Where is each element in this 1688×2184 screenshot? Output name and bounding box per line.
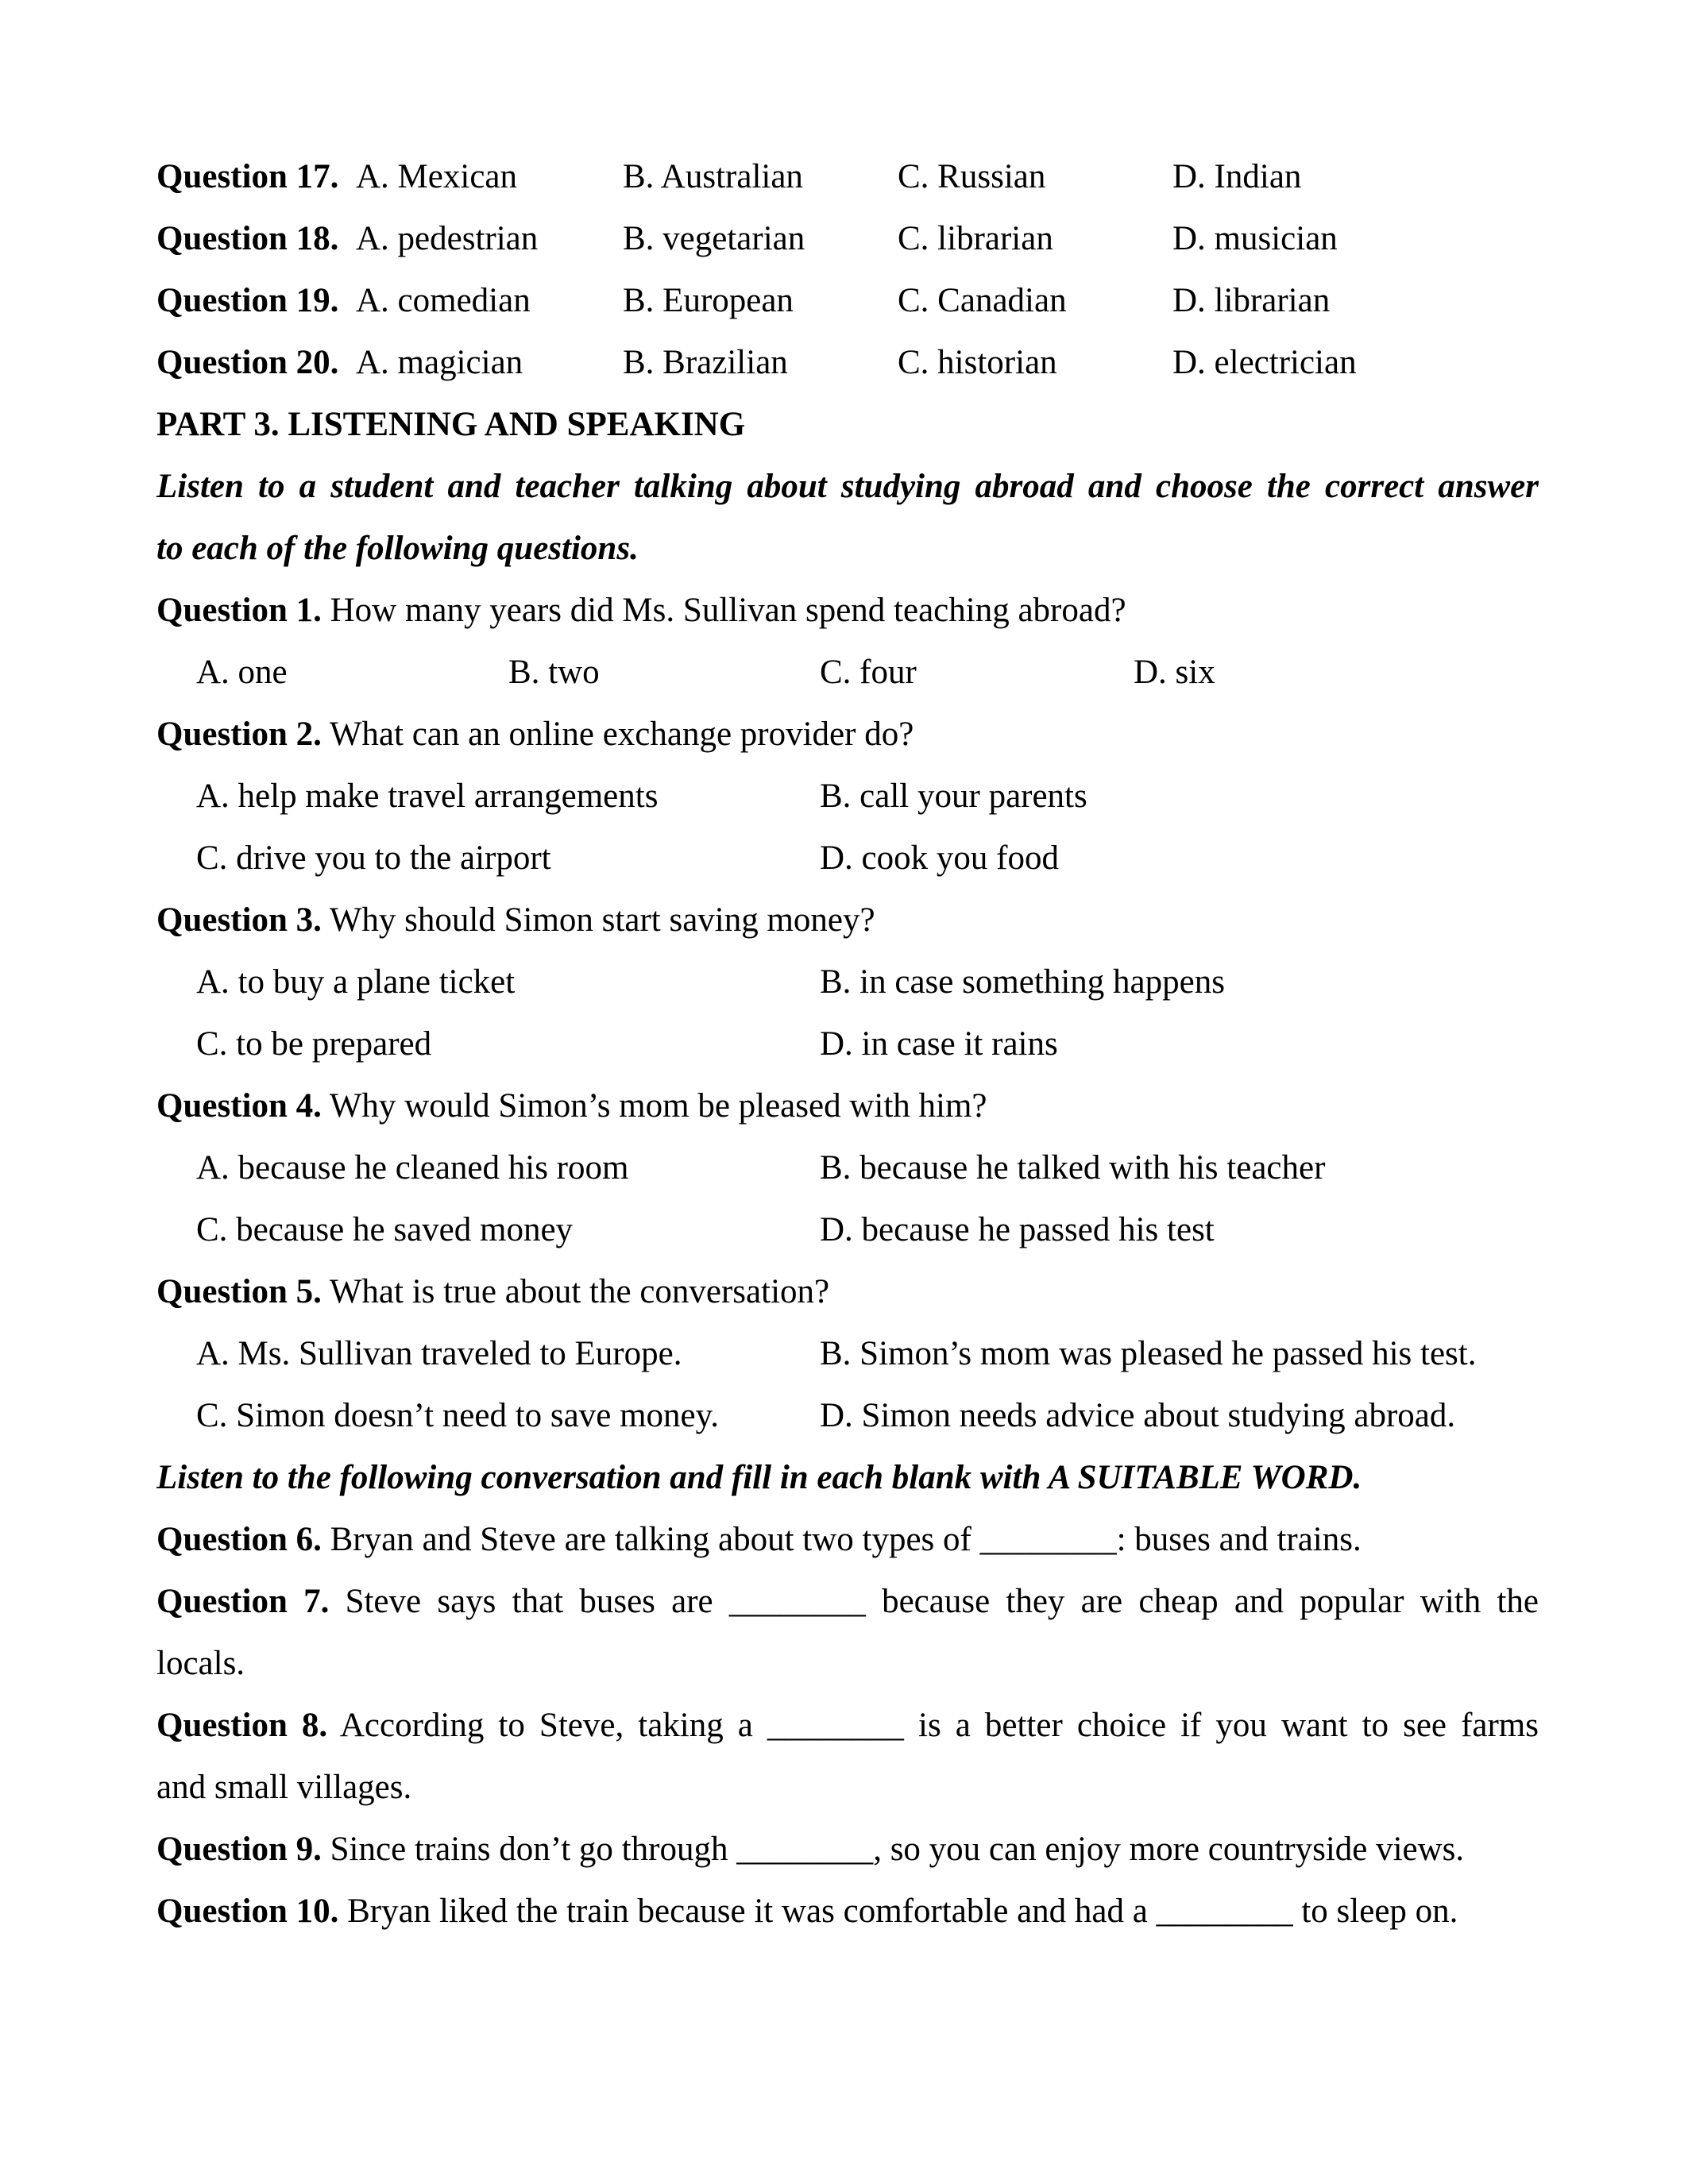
question-label: Question 20. [156,344,339,381]
question-3 [156,889,1539,951]
question-8 [156,1695,1539,1757]
question-20-row [156,332,1539,394]
question-10 [156,1881,1539,1943]
option-c: C. because he saved money [196,1211,574,1248]
option-b: B. Simon’s mom was pleased he passed his test. [820,1335,1477,1372]
option-b: B. two [508,654,600,691]
option-b: B. Brazilian [623,344,788,381]
option-b: B. call your parents [820,778,1087,815]
question-label: Question 1. [156,592,322,629]
question-label: Question 2. [156,716,322,753]
question-19-row [156,270,1539,332]
question-4 [156,1075,1539,1137]
question-4-options-cd [156,1199,1539,1261]
option-d: D. Indian [1172,158,1302,195]
option-a: A. because he cleaned his room [196,1149,629,1187]
question-label: Question 7. [156,1583,330,1620]
option-c: C. to be prepared [196,1025,432,1063]
option-a: A. one [196,654,288,691]
question-8-cont: and small villages. [156,1769,412,1806]
question-text: What is true about the conversation? [321,1273,830,1310]
question-3-options-cd [156,1013,1539,1075]
question-label: Question 3. [156,901,322,939]
option-d: D. because he passed his test [820,1211,1215,1248]
option-b: B. in case something happens [820,963,1225,1001]
option-a: A. pedestrian [356,220,539,257]
question-7-cont: locals. [156,1645,245,1682]
option-d: D. librarian [1172,282,1331,319]
question-text: Bryan liked the train because it was comfortable and had a ________ to sleep on. [338,1893,1458,1930]
question-label: Question 5. [156,1273,322,1310]
option-b: B. European [623,282,794,319]
option-c: C. Simon doesn’t need to save money. [196,1397,720,1434]
question-text: How many years did Ms. Sullivan spend teaching abroad? [321,592,1126,629]
option-c: C. four [820,654,917,691]
question-label: Question 8. [156,1707,328,1744]
option-c: C. historian [898,344,1057,381]
listening-instruction-1-cont: to each of the following questions. [156,530,639,567]
question-2-options-cd [156,828,1539,889]
part-3-heading: PART 3. LISTENING AND SPEAKING [156,406,746,443]
question-2-options-ab [156,766,1539,828]
option-c: C. Russian [898,158,1046,195]
option-d: D. in case it rains [820,1025,1058,1063]
option-b: B. Australian [623,158,803,195]
option-b: B. vegetarian [623,220,805,257]
question-1 [156,580,1539,642]
option-a: A. to buy a plane ticket [196,963,516,1001]
option-a: A. Mexican [356,158,517,195]
question-7 [156,1571,1539,1633]
question-text: Why should Simon start saving money? [321,901,875,939]
option-d: D. cook you food [820,839,1059,877]
question-3-options-ab [156,951,1539,1013]
option-d: D. electrician [1172,344,1357,381]
option-a: A. help make travel arrangements [196,778,659,815]
question-label: Question 6. [156,1521,322,1558]
question-9 [156,1819,1539,1881]
question-text: Why would Simon’s mom be pleased with him? [321,1087,987,1125]
option-a: A. magician [356,344,523,381]
option-d: D. musician [1172,220,1338,257]
question-4-options-ab [156,1137,1539,1199]
question-label: Question 19. [156,282,339,319]
option-c: C. Canadian [898,282,1067,319]
option-a: A. comedian [356,282,531,319]
question-5-options-ab [156,1323,1539,1385]
question-17-row [156,146,1539,208]
question-text: Bryan and Steve are talking about two types of ________: buses and trains. [321,1521,1362,1558]
question-text: Since trains don’t go through ________, so you can enjoy more countryside views. [321,1831,1465,1868]
question-6 [156,1509,1539,1571]
question-text: According to Steve, taking a ________ is a better choice if you want to see farms [327,1707,1539,1744]
option-c: C. drive you to the airport [196,839,551,877]
option-d: D. six [1134,654,1215,691]
question-text: Steve says that buses are ________ because they are cheap and popular with the [329,1583,1539,1620]
option-b: B. because he talked with his teacher [820,1149,1326,1187]
option-c: C. librarian [898,220,1053,257]
listening-instruction-1 [156,456,1539,518]
instruction-text: Listen to a student and teacher talking about studying abroad and choose the correct answer [156,468,1539,505]
question-5-options-cd [156,1385,1539,1447]
question-2 [156,704,1539,766]
question-label: Question 9. [156,1831,322,1868]
question-label: Question 18. [156,220,339,257]
option-d: D. Simon needs advice about studying abroad. [820,1397,1456,1434]
listening-instruction-2: Listen to the following conversation and fill in each blank with A SUITABLE WORD. [156,1459,1362,1496]
question-label: Question 4. [156,1087,322,1125]
question-1-options [156,642,1539,704]
question-5 [156,1261,1539,1323]
question-text: What can an online exchange provider do? [321,716,914,753]
question-18-row [156,208,1539,270]
question-label: Question 17. [156,158,339,195]
option-a: A. Ms. Sullivan traveled to Europe. [196,1335,682,1372]
question-label: Question 10. [156,1893,339,1930]
